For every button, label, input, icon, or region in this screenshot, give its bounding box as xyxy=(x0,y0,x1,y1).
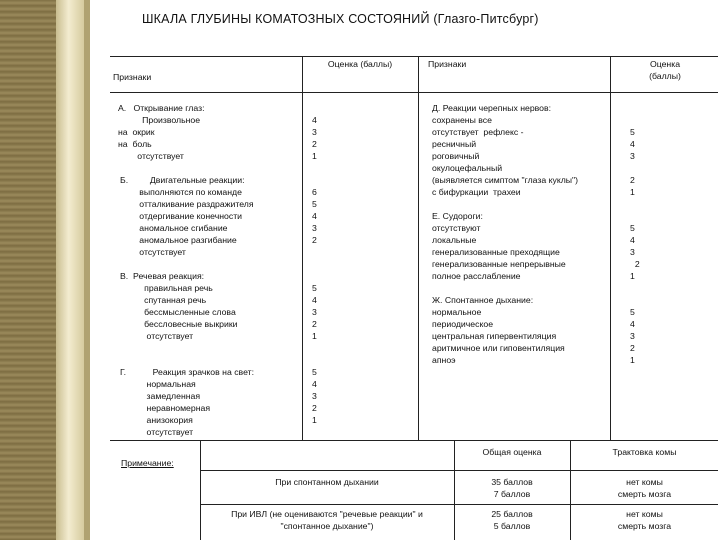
note-label: Примечание: xyxy=(121,458,174,468)
scores-seizures: 5 4 3 2 1 xyxy=(630,223,640,281)
scores-breathing: 5 4 3 2 1 xyxy=(630,307,635,365)
condition-spontaneous: При спонтанном дыхании xyxy=(275,477,379,487)
interpretation-ventilation: нет комы смерть мозга xyxy=(617,509,672,531)
scores-cranial: 5 4 3 2 1 xyxy=(630,127,635,197)
section-c-verbal: В. Речевая реакция: правильная речь спутанная речь бессмысленные слова бессловесные выкрики отсутствует xyxy=(120,271,238,341)
section-b-motor: Б. Двигательные реакции: выполняются по команде отталкивание раздражителя отдергивание конечности аномальное сгибание аномальное разгибание отсутствует xyxy=(120,175,254,257)
scores-c: 5 4 3 2 1 xyxy=(312,283,317,341)
interpretation-header: Трактовка комы xyxy=(612,447,677,457)
decorative-border-dark xyxy=(0,0,56,540)
scores-spontaneous: 35 баллов 7 баллов xyxy=(491,477,533,499)
section-zh-breathing: Ж. Спонтанное дыхание: нормальное периодическое центральная гипервентиляция аритмичное или гиповентиляция апноэ xyxy=(432,295,565,365)
section-d-pupils: Г. Реакция зрачков на свет: нормальная замедленная неравномерная анизокория отсутствует xyxy=(120,367,255,437)
header-score-right: Оценка (баллы) xyxy=(649,59,681,81)
scores-b: 6 5 4 3 2 xyxy=(312,187,317,245)
total-score-header: Общая оценка xyxy=(482,447,542,457)
condition-ventilation: При ИВЛ (не оцениваются "речевые реакции" и "спонтанное дыхание") xyxy=(231,509,423,531)
scores-a: 4 3 2 1 xyxy=(312,115,317,161)
scores-ventilation: 25 баллов 5 баллов xyxy=(491,509,533,531)
slide-title: ШКАЛА ГЛУБИНЫ КОМАТОЗНЫХ СОСТОЯНИЙ (Глазго-Питсбург) xyxy=(142,12,539,26)
section-e-seizures: Е. Судороги: отсутствуют локальные генерализованные преходящие генерализованные непрерывные полное расслабление xyxy=(432,211,566,281)
section-d-cranial-nerves: Д. Реакции черепных нервов: сохранены все отсутствует рефлекс - ресничный роговичный окулоцефальный (выявляется симптом "глаза куклы") с бифуркации трахеи xyxy=(432,103,579,197)
header-signs-left: Признаки xyxy=(113,72,152,82)
header-score-left: Оценка (баллы) xyxy=(327,59,393,69)
interpretation-spontaneous: нет комы смерть мозга xyxy=(617,477,672,499)
decorative-border-light xyxy=(56,0,84,540)
section-a-eye-opening: А. Открывание глаз: Произвольное на окрик на боль отсутствует xyxy=(118,103,205,161)
scores-d: 5 4 3 2 1 xyxy=(312,367,317,425)
header-signs-right: Признаки xyxy=(428,59,467,69)
